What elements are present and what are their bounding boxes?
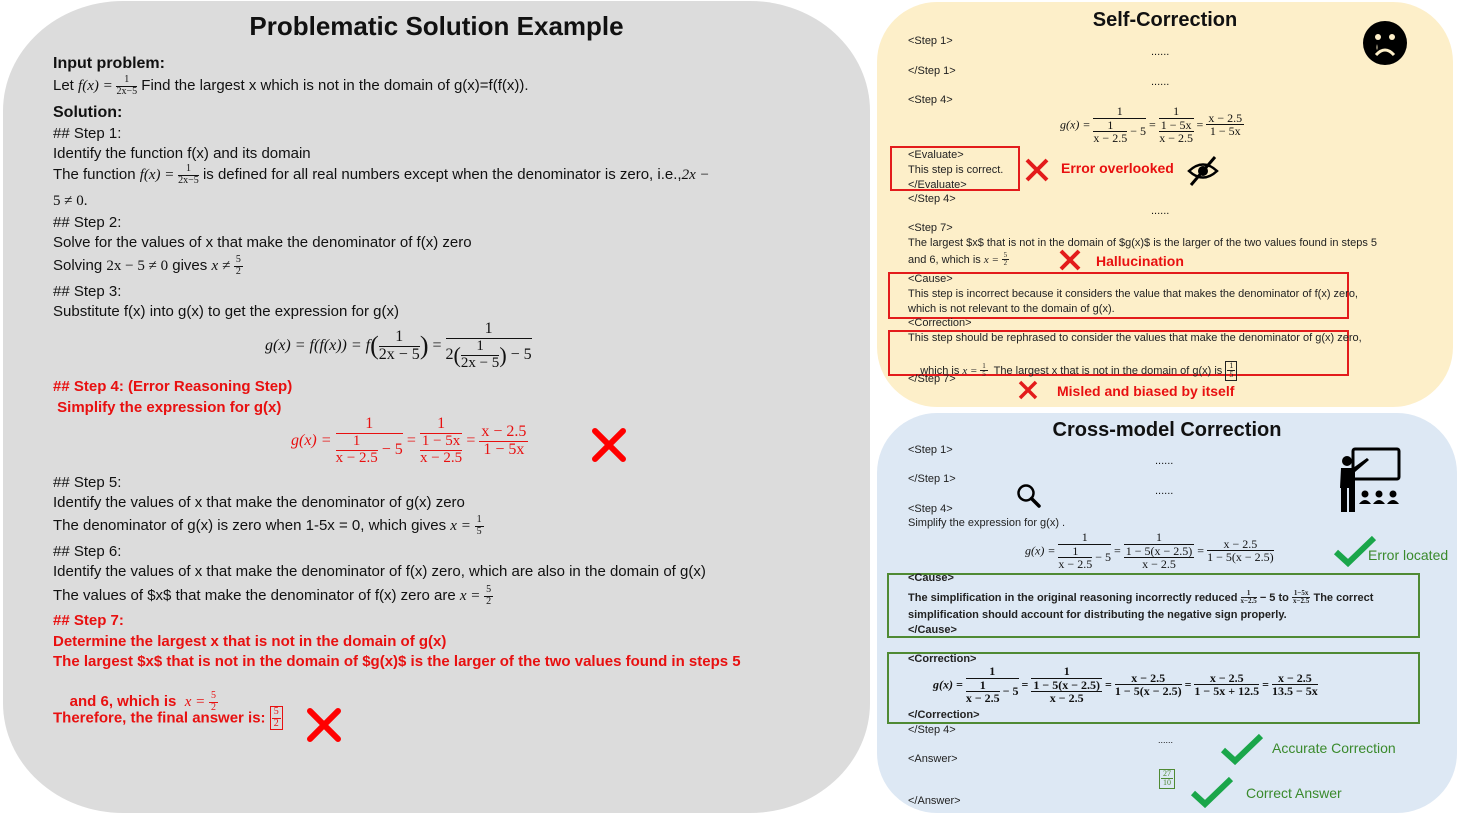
evaluate-open-tag: <Evaluate> — [908, 149, 964, 161]
step5-line2: The denominator of g(x) is zero when 1-5x = 0, which gives x = $\frac{1}{5}$ — [53, 514, 482, 537]
misled-label: Misled and biased by itself — [1057, 383, 1235, 399]
ellipsis: ...... — [1155, 455, 1174, 467]
correct-answer-label: Correct Answer — [1246, 785, 1342, 801]
accurate-correction-label: Accurate Correction — [1272, 740, 1396, 756]
step5-line1: Identify the values of x that make the denominator of g(x) zero — [53, 494, 465, 511]
step1-open-tag: <Step 1> — [908, 444, 953, 456]
answer-open-tag: <Answer> — [908, 753, 958, 765]
step7-line1: Determine the largest x that is not in the domain of g(x) — [53, 633, 447, 650]
step3-line1: Substitute f(x) into g(x) to get the expression for g(x) — [53, 303, 399, 320]
step1-line3: 5 ≠ 0. — [53, 193, 88, 209]
problem-statement: Let f(x) = $\frac{1}{2x-5}$ Find the largest x which is not in the domain of g(x)=f(f(x)). — [53, 74, 529, 97]
correction-line1: This step should be rephrased to consider the values that make the denominator of g(x) zero, — [908, 332, 1362, 344]
step2-header: ## Step 2: — [53, 214, 122, 231]
problematic-solution-panel — [3, 1, 870, 813]
answer-value — [1159, 769, 1175, 789]
cross-mark-icon — [306, 707, 342, 743]
answer-box: $\frac{27}{10}$ — [1159, 769, 1175, 789]
step1-line2: The function f(x) = $\frac{1}{2x-5}$ is defined for all real numbers except when the denominator is zero, i.e.,2x − — [53, 163, 710, 186]
ellipsis: ...... — [1158, 735, 1174, 745]
error-overlooked-label: Error overlooked — [1061, 160, 1174, 176]
crying-face-icon — [1362, 20, 1408, 66]
step4-equation: g(x) = 1 $\frac{1}{x - 2.5}$ − 5 = $\frac{1}{\frac{1 - 5x}{x - 2.5}}$ = $\frac{x - 2.5}{1 - 5x}$ — [1060, 104, 1243, 146]
step4-open-tag: <Step 4> — [908, 503, 953, 515]
correction-line2: which is x = $\frac{1}{5}$ The largest x that is not in the domain of g(x) is $\frac{1}{5}$ — [908, 349, 1237, 393]
step4-text: Simplify the expression for g(x) . — [908, 517, 1066, 529]
step7-close-tag: </Step 7> — [908, 373, 956, 385]
step1-header: ## Step 1: — [53, 125, 122, 142]
hallucination-label: Hallucination — [1096, 253, 1184, 269]
step4-equation: g(x) = 1 $\frac{1}{x - 2.5}$ − 5 = $\frac{1}{\frac{1 - 5x}{x - 2.5}}$ = $\frac{x - 2.5}{1 - 5x}$ — [291, 415, 527, 466]
step4-close-tag: </Step 4> — [908, 724, 956, 736]
step7-header: ## Step 7: — [53, 612, 124, 629]
cross-mark-icon — [1024, 157, 1050, 183]
evaluate-text: This step is correct. — [908, 164, 1004, 176]
ellipsis: ...... — [1155, 485, 1174, 497]
step6-header: ## Step 6: — [53, 543, 122, 560]
cross-mark-icon — [1058, 249, 1082, 271]
step3-header: ## Step 3: — [53, 283, 122, 300]
panel-title: Cross-model Correction — [1052, 419, 1282, 441]
cross-mark-icon — [1017, 380, 1039, 400]
step6-line2: The values of $x$ that make the denominator of f(x) zero are x = $\frac{5}{2}$ — [53, 584, 492, 607]
step7-line1: The largest $x$ that is not in the domain of $g(x)$ is the larger of the two values found in steps 5 — [908, 237, 1377, 249]
step1-open-tag: <Step 1> — [908, 35, 953, 47]
answer-close-tag: </Answer> — [908, 795, 961, 807]
step2-line1: Solve for the values of x that make the denominator of f(x) zero — [53, 234, 472, 251]
cross-mark-icon — [591, 427, 627, 463]
step6-line1: Identify the values of x that make the denominator of f(x) zero, which are also in the domain of g(x) — [53, 563, 706, 580]
correction-open-tag: <Correction> — [908, 317, 972, 329]
ellipsis: ...... — [1151, 46, 1170, 58]
panel-title: Self-Correction — [1092, 9, 1238, 31]
ellipsis: ...... — [1151, 205, 1170, 217]
step7-line3: and 6, which is x = $\frac{5}{2}$ — [69, 690, 216, 713]
step2-line2: Solving 2x − 5 ≠ 0 gives x ≠ $\frac{5}{2}$ — [53, 254, 241, 277]
step7-line2: The largest $x$ that is not in the domain of $g(x)$ is the larger of the two values found in steps 5 — [53, 653, 741, 670]
correction-close-tag: </Correction> — [908, 709, 980, 721]
eye-slash-icon — [1186, 154, 1220, 188]
check-mark-icon — [1190, 776, 1234, 808]
step7-line2: and 6, which is x = $\frac{5}{2}$ — [908, 251, 1008, 268]
step4-header: ## Step 4: (Error Reasoning Step) — [53, 378, 293, 395]
cause-close-tag: </Cause> — [908, 624, 957, 636]
step4-close-tag: </Step 4> — [908, 193, 956, 205]
final-answer-box: $\frac{5}{2}$ — [270, 706, 283, 730]
step1-close-tag: </Step 1> — [908, 473, 956, 485]
cause-line2: simplification should account for distributing the negative sign properly. — [908, 609, 1287, 621]
step4-equation: g(x) = 1 $\frac{1}{x - 2.5}$ − 5 = $\frac{1}{\frac{1 - 5(x - 2.5)}{x - 2.5}}$ = $\frac{x - 2.5}{1 - 5(x - 2.5)}$ — [1025, 530, 1274, 572]
step7-open-tag: <Step 7> — [908, 222, 953, 234]
cause-open-tag: <Cause> — [908, 572, 954, 584]
step3-equation: g(x) = f(f(x)) = f( $\frac{1}{2x - 5}$ ) = 1 2( $\frac{1}{2x - 5}$ ) − 5 — [265, 320, 532, 371]
step4-open-tag: <Step 4> — [908, 94, 953, 106]
correction-open-tag: <Correction> — [908, 653, 977, 665]
evaluate-close-tag: </Evaluate> — [908, 179, 967, 191]
cross-model-correction-panel — [877, 413, 1457, 813]
ellipsis: ...... — [1151, 76, 1170, 88]
step5-header: ## Step 5: — [53, 474, 122, 491]
step1-close-tag: </Step 1> — [908, 65, 956, 77]
cause-line2: which is not relevant to the domain of g(x). — [908, 303, 1115, 315]
final-answer: Therefore, the final answer is: $\frac{5}{2}$ — [53, 706, 283, 730]
self-correction-panel — [877, 2, 1453, 407]
step4-line1: Simplify the expression for g(x) — [53, 399, 282, 416]
self-answer-box: $\frac{1}{5}$ — [1225, 361, 1237, 381]
step1-line1: Identify the function f(x) and its domain — [53, 145, 311, 162]
cause-line1: This step is incorrect because it considers the value that makes the denominator of f(x) zero, — [908, 288, 1358, 300]
panel-title: Problematic Solution Example — [249, 11, 624, 41]
teacher-icon — [1337, 446, 1403, 512]
solution-label: Solution: — [53, 104, 123, 121]
error-located-label: Error located — [1368, 547, 1449, 563]
correction-equation: g(x) = 1 $\frac{1}{x - 2.5}$ − 5 = $\frac{1}{\frac{1 - 5(x - 2.5)}{x - 2.5}}$ = $\frac{x - 2.5}{1 - 5(x - 2.5)}$ = $\frac{x - 2.5}{1 - 5x + 12.5}$ = $\frac{x - 2.5}{13.5 - 5x}$ — [933, 664, 1318, 706]
cause-line1: The simplification in the original reasoning incorrectly reduced $\frac{1}{x-2.5}$ − 5 to $\frac{1-5x}{x-2.5}$ The correct — [908, 589, 1374, 606]
input-problem-label: Input problem: — [53, 55, 165, 72]
magnifier-icon — [1016, 483, 1042, 509]
cause-open-tag: <Cause> — [908, 273, 953, 285]
check-mark-icon — [1220, 733, 1264, 765]
